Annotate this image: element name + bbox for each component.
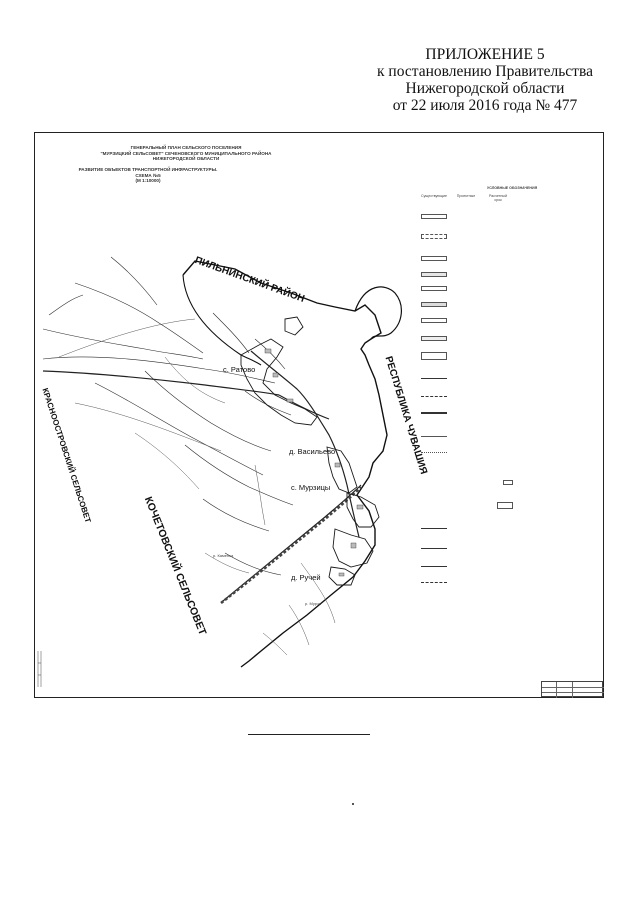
legend-row xyxy=(417,377,597,385)
legend-swatch xyxy=(421,378,447,383)
village-label-murzitsy: с. Мурзицы xyxy=(291,483,331,492)
legend-swatch xyxy=(421,396,447,401)
region-label-krasnoostrov: КРАСНООСТРОВСКИЙ СЕЛЬСОВЕТ xyxy=(40,387,93,524)
scheme-title-line: РАЗВИТИЕ ОБЪЕКТОВ ТРАНСПОРТНОЙ ИНФРАСТРУКТУРЫ. xyxy=(78,167,218,172)
legend-row xyxy=(417,435,597,443)
legend-columns xyxy=(421,194,511,202)
legend-swatch xyxy=(421,566,447,571)
legend-row xyxy=(417,565,597,573)
legend-swatch xyxy=(421,436,447,441)
legend-column-existing: Существующие xyxy=(421,194,448,198)
legend-swatch xyxy=(421,302,447,307)
legend-row xyxy=(417,301,597,309)
legend-swatch xyxy=(421,582,447,587)
legend-title: УСЛОВНЫЕ ОБОЗНАЧЕНИЯ xyxy=(487,186,538,190)
legend-swatch xyxy=(421,318,447,323)
legend-row xyxy=(417,285,597,293)
legend-row xyxy=(417,317,597,325)
boundary-east-bulge xyxy=(355,287,401,339)
legend-row xyxy=(417,271,597,279)
area-lines xyxy=(43,257,293,575)
legend-row xyxy=(417,213,597,221)
legend-swatch xyxy=(421,234,447,239)
scheme-title-line: СХЕМА №5 xyxy=(135,172,161,178)
legend-swatch xyxy=(503,480,513,485)
legend-row xyxy=(417,501,597,509)
date-line: от 22 июля 2016 года № 477 xyxy=(392,97,578,114)
legend-row xyxy=(417,411,597,419)
plan-title-line: "МУРЗИЦКИЙ СЕЛЬСОВЕТ" СЕЧЕНОВСКОГО МУНИЦИПАЛЬНОГО РАЙОНА xyxy=(100,150,272,156)
plan-title-line: ГЕНЕРАЛЬНЫЙ ПЛАН СЕЛЬСКОГО ПОСЕЛЕНИЯ xyxy=(130,145,242,150)
region-line: Нижегородской области xyxy=(405,80,565,97)
village-label-ratovo: с. Ратово xyxy=(223,365,256,374)
legend-row xyxy=(417,451,597,459)
region-label-kochetov: КОЧЕТОВСКИЙ СЕЛЬСОВЕТ xyxy=(141,495,209,637)
scan-speck xyxy=(352,803,354,805)
roads xyxy=(43,351,361,601)
legend-row xyxy=(417,527,597,535)
legend-row xyxy=(417,351,597,359)
legend-swatch xyxy=(421,272,447,277)
legend-swatch xyxy=(421,548,447,553)
legend-swatch xyxy=(421,528,447,533)
scheme-title xyxy=(43,167,253,184)
feature-label-kamenka: р. Каменка xyxy=(213,553,234,558)
legend-row xyxy=(417,233,597,241)
feature-label-murza: р. Мурза xyxy=(305,601,322,606)
legend-row xyxy=(417,255,597,263)
title-block-stamp xyxy=(541,681,603,697)
legend-swatch xyxy=(421,286,447,291)
region-label-chuvashia: РЕСПУБЛИКА ЧУВАШИЯ xyxy=(382,355,429,476)
boundary-north-west xyxy=(183,275,261,365)
legend-swatch xyxy=(421,352,447,360)
map-sheet xyxy=(34,132,604,698)
legend-column-planned: Проектные xyxy=(456,194,476,198)
legend-swatch xyxy=(421,336,447,341)
plan-title-line: НИЖЕГОРОДСКОЙ ОБЛАСТИ xyxy=(152,156,220,162)
legend-row xyxy=(417,335,597,343)
frame-marks xyxy=(38,651,41,687)
legend-row xyxy=(417,581,597,589)
legend-row xyxy=(417,547,597,555)
village-label-vasilevo: д. Васильево xyxy=(289,447,336,456)
legend-swatch xyxy=(421,412,447,417)
legend-swatch xyxy=(497,502,513,509)
legend-swatch xyxy=(421,214,447,219)
signature-rule xyxy=(248,734,370,735)
scheme-title-line: (М 1:10000) xyxy=(135,178,161,184)
legend-swatch xyxy=(421,256,447,261)
region-label-pilna: ПИЛЬНИНСКИЙ РАЙОН xyxy=(193,255,306,305)
resolution-line: к постановлению Правительства xyxy=(377,63,593,80)
plan-title xyxy=(71,145,301,162)
legend-row xyxy=(417,395,597,403)
legend-swatch xyxy=(421,452,447,457)
village-label-ruchey: д. Ручей xyxy=(291,573,321,582)
document-header xyxy=(360,46,610,114)
appendix-number: ПРИЛОЖЕНИЕ 5 xyxy=(425,46,545,63)
legend-column-term: Расчетный срок xyxy=(488,194,507,202)
legend-row xyxy=(417,479,597,487)
